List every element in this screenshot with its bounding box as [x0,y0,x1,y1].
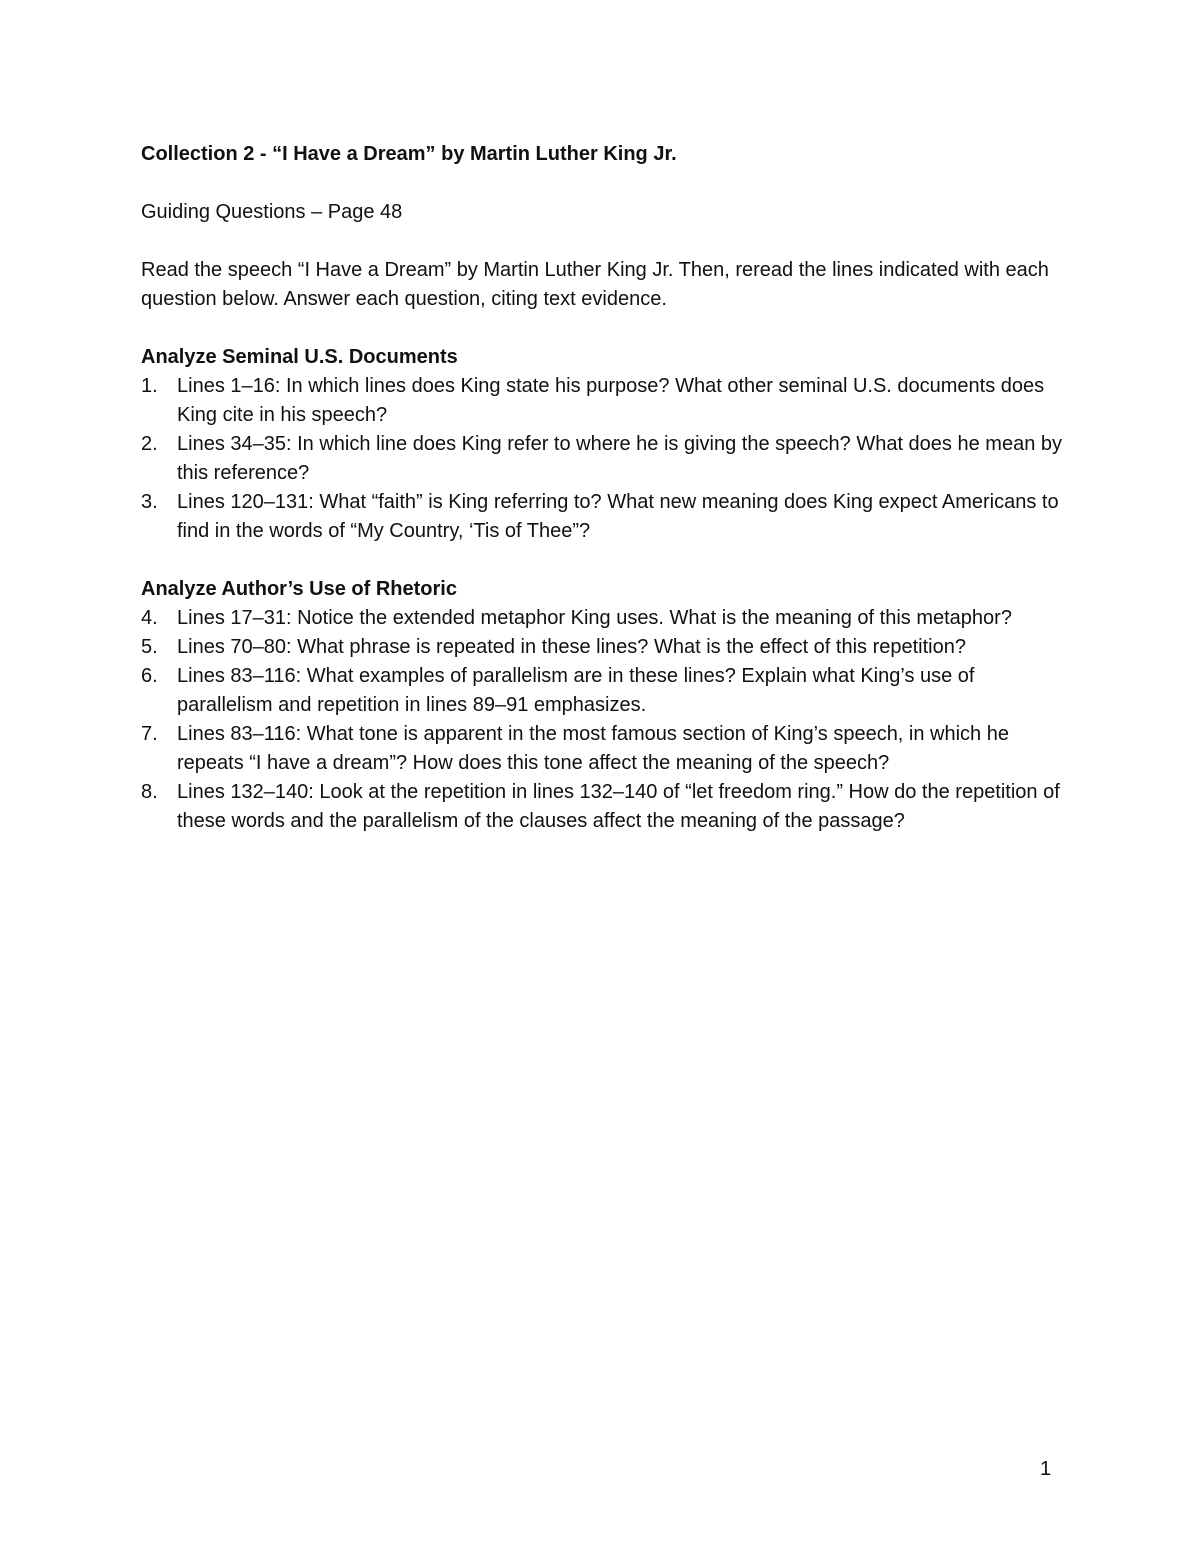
list-item [141,604,1066,633]
document-title: Collection 2 - “I Have a Dream” by Martin Luther King Jr. [141,143,677,165]
question-text: Lines 17–31: Notice the extended metaphor King uses. What is the meaning of this metaphor? [177,607,1012,629]
document-page [141,140,1066,865]
list-item [141,778,1066,836]
document-subtitle: Guiding Questions – Page 48 [141,201,403,223]
list-item [141,720,1066,778]
section-heading: Analyze Seminal U.S. Documents [141,346,458,368]
question-text: Lines 120–131: What “faith” is King referring to? What new meaning does King expect Americans to find in the words of “My Country, ‘Tis of Thee”? [177,491,1059,542]
question-number: 3. [141,491,158,513]
question-text: Lines 132–140: Look at the repetition in lines 132–140 of “let freedom ring.” How do the repetition of these words and the parallelism of the clauses affect the meaning of the passage? [177,781,1060,832]
question-number: 8. [141,781,158,803]
list-item [141,488,1066,546]
question-number: 7. [141,723,158,745]
question-list [141,604,1066,836]
question-text: Lines 70–80: What phrase is repeated in these lines? What is the effect of this repetition? [177,636,966,658]
question-text: Lines 34–35: In which line does King refer to where he is giving the speech? What does he mean by this reference? [177,433,1062,484]
question-number: 1. [141,375,158,397]
section-seminal-documents [141,343,1066,546]
instructions-paragraph: Read the speech “I Have a Dream” by Martin Luther King Jr. Then, reread the lines indicated with each question below. Answer each question, citing text evidence. [141,259,1049,310]
question-number: 5. [141,636,158,658]
page-number: 1 [1040,1458,1052,1480]
section-rhetoric [141,575,1066,836]
list-item [141,662,1066,720]
list-item [141,633,1066,662]
question-number: 2. [141,433,158,455]
question-text: Lines 83–116: What examples of parallelism are in these lines? Explain what King’s use of parallelism and repetition in lines 89–91 emphasizes. [177,665,975,716]
list-item [141,372,1066,430]
section-heading: Analyze Author’s Use of Rhetoric [141,578,457,600]
list-item [141,430,1066,488]
question-number: 6. [141,665,158,687]
question-text: Lines 83–116: What tone is apparent in the most famous section of King’s speech, in which he repeats “I have a dream”? How does this tone affect the meaning of the speech? [177,723,1009,774]
question-text: Lines 1–16: In which lines does King state his purpose? What other seminal U.S. documents does King cite in his speech? [177,375,1045,426]
question-number: 4. [141,607,158,629]
question-list [141,372,1066,546]
